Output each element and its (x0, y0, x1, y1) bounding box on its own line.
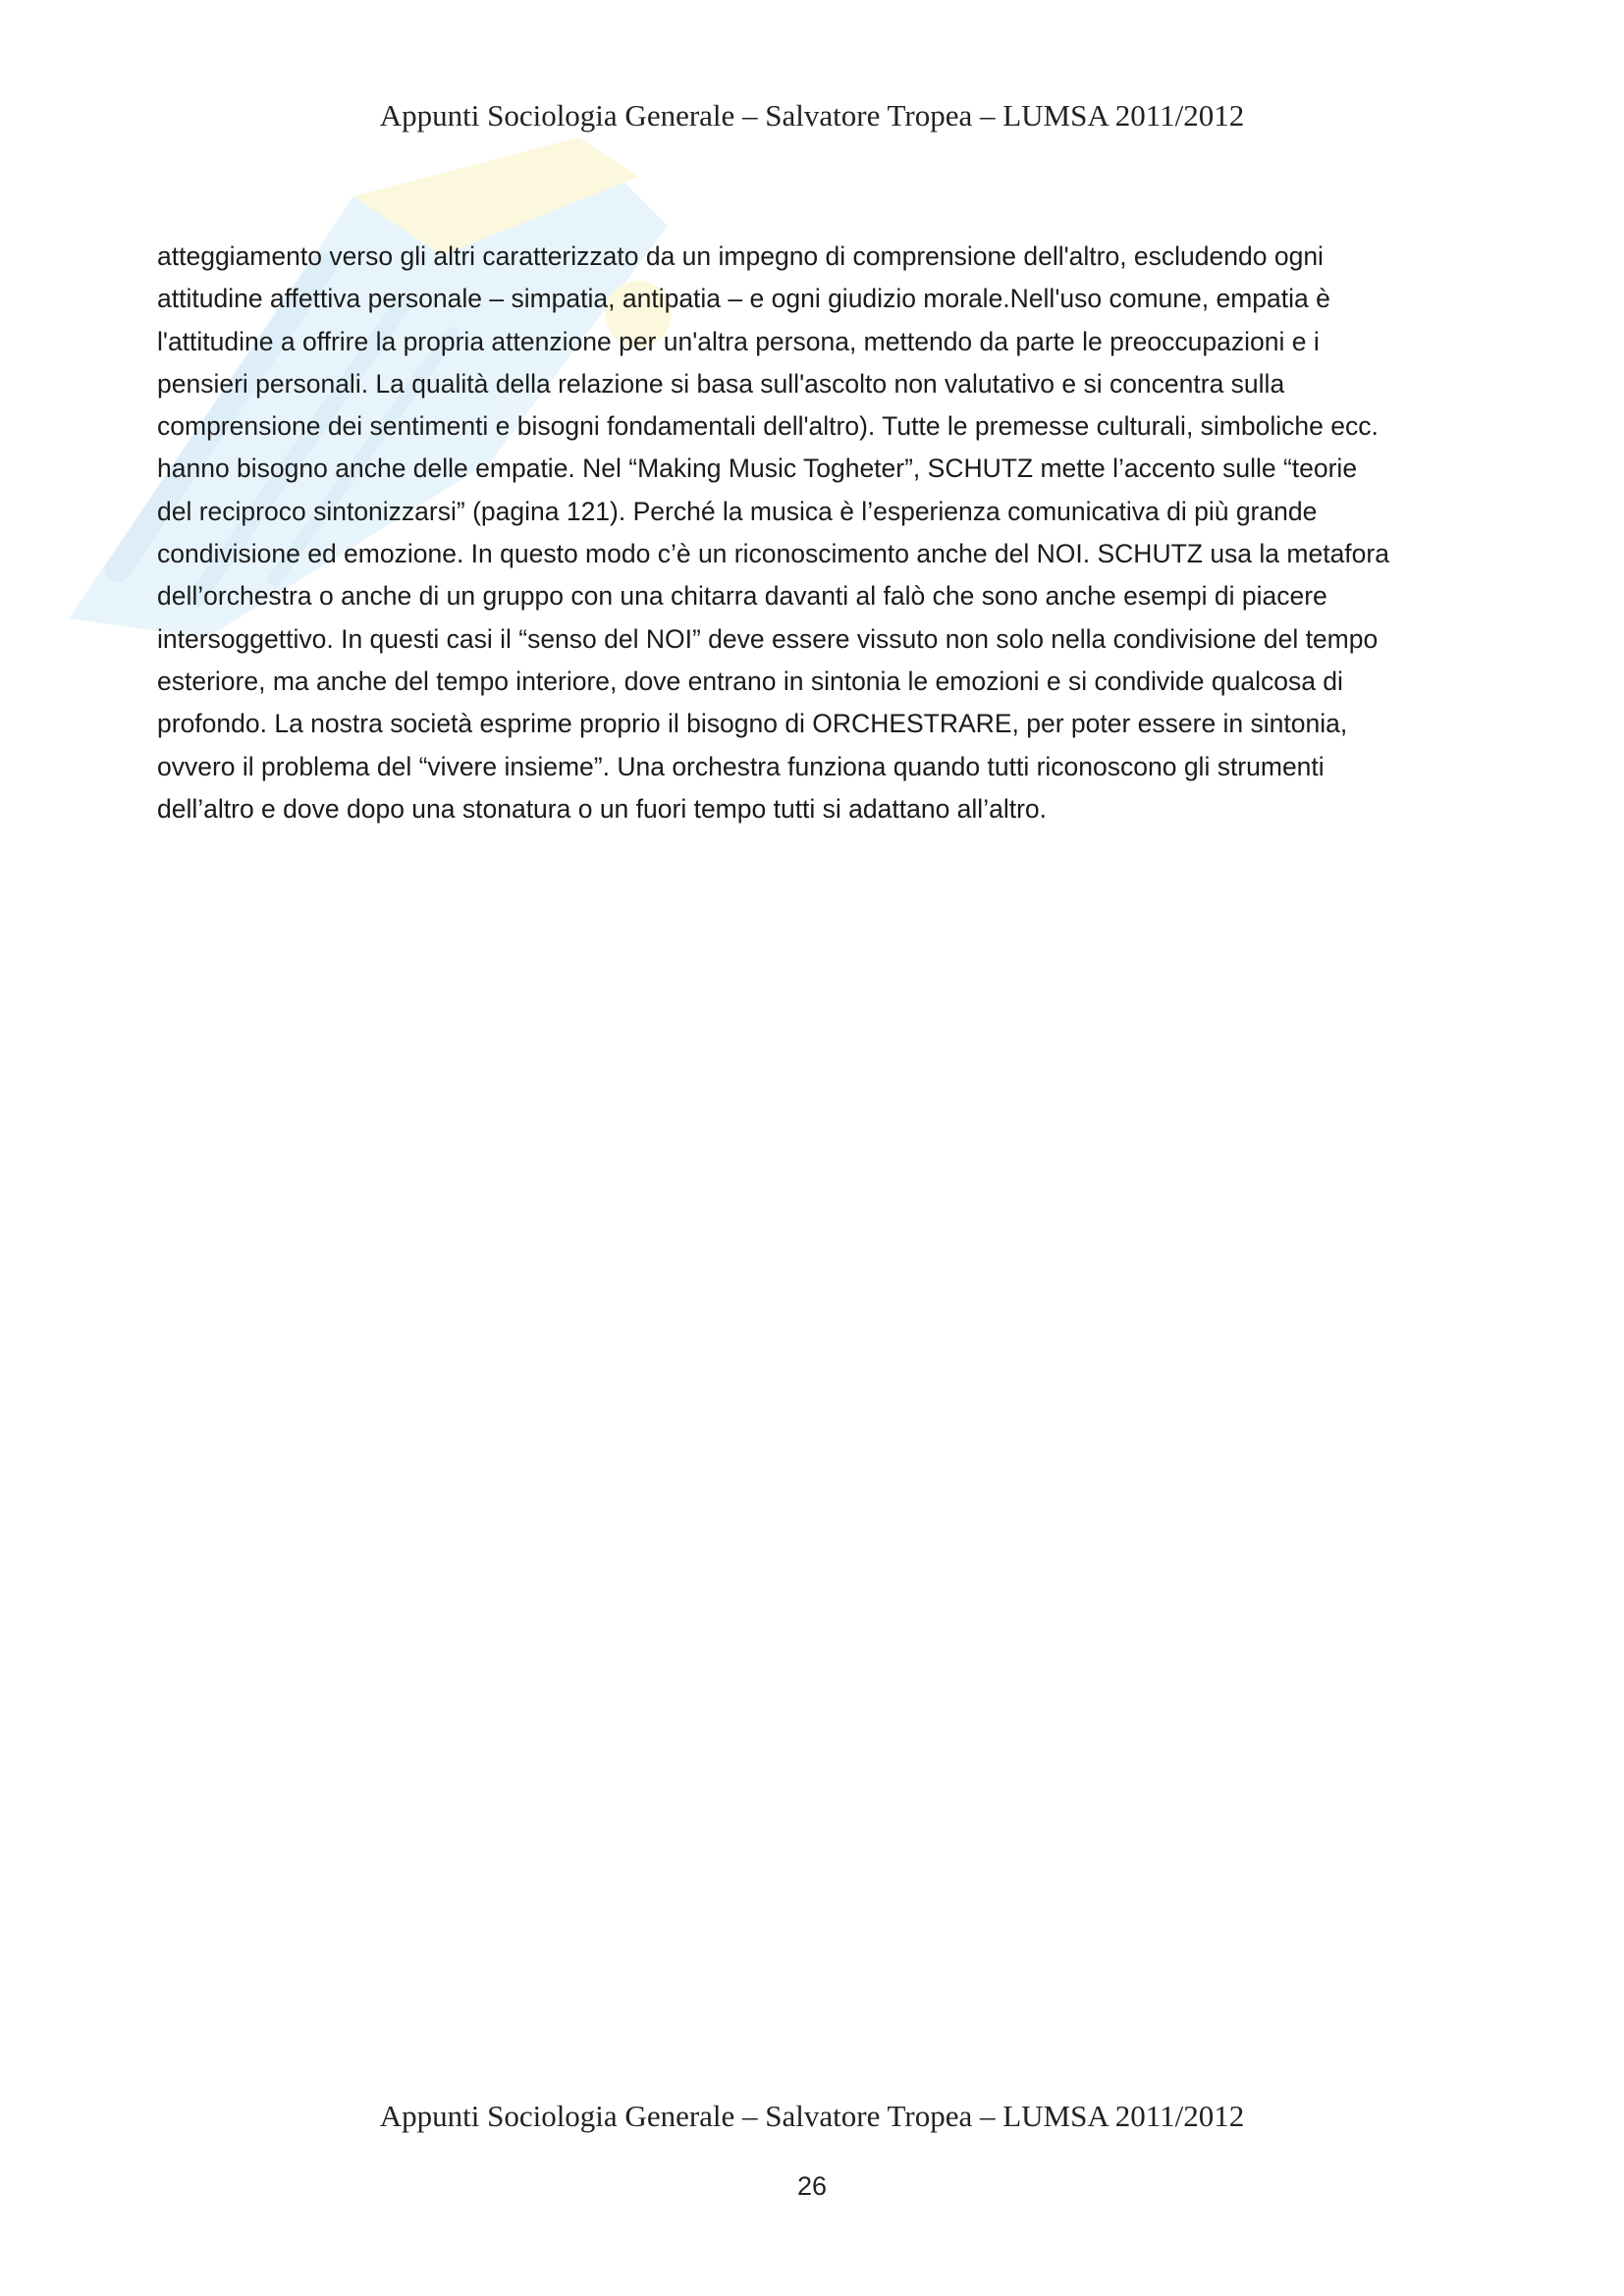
page-number: 26 (796, 2171, 828, 2201)
body-line: attitudine affettiva personale – simpatia, antipatia – e ogni giudizio morale.Nell'uso comune, empatia è (157, 284, 1330, 314)
body-line: dell’altro e dove dopo una stonatura o un fuori tempo tutti si adattano all’altro. (157, 793, 1047, 824)
body-line: dell’orchestra o anche di un gruppo con una chitarra davanti al falò che sono anche esempi di piacere (157, 581, 1327, 612)
body-line: del reciproco sintonizzarsi” (pagina 121). Perché la musica è l’esperienza comunicativa di più grande (157, 496, 1318, 526)
body-line: atteggiamento verso gli altri caratterizzato da un impegno di comprensione dell'altro, escludendo ogni (157, 241, 1324, 271)
body-line: l'attitudine a offrire la propria attenzione per un'altra persona, mettendo da parte le preoccupazioni e i (157, 326, 1320, 356)
body-line: hanno bisogno anche delle empatie. Nel “Making Music Togheter”, SCHUTZ mette l’accento sulle “teorie (157, 454, 1358, 484)
body-line: intersoggettivo. In questi casi il “senso del NOI” deve essere vissuto non solo nella condivisione del tempo (157, 623, 1379, 654)
body-line: pensieri personali. La qualità della relazione si basa sull'ascolto non valutativo e si concentra sulla (157, 368, 1285, 399)
body-line: condivisione ed emozione. In questo modo c’è un riconoscimento anche del NOI. SCHUTZ usa la metafora (157, 539, 1389, 569)
body-line: comprensione dei sentimenti e bisogni fondamentali dell'altro). Tutte le premesse culturali, simboliche ecc. (157, 411, 1379, 442)
body-line: ovvero il problema del “vivere insieme”. Una orchestra funziona quando tutti riconoscono gli strumenti (157, 751, 1325, 781)
body-line: profondo. La nostra società esprime proprio il bisogno di ORCHESTRARE, per poter essere in sintonia, (157, 709, 1348, 739)
body-line: esteriore, ma anche del tempo interiore, dove entrano in sintonia le emozioni e si condivide qualcosa di (157, 666, 1343, 696)
page-header: Appunti Sociologia Generale – Salvatore Tropea – LUMSA 2011/2012 (379, 98, 1245, 133)
body-paragraph (157, 236, 1492, 830)
page-footer: Appunti Sociologia Generale – Salvatore Tropea – LUMSA 2011/2012 (379, 2099, 1245, 2133)
